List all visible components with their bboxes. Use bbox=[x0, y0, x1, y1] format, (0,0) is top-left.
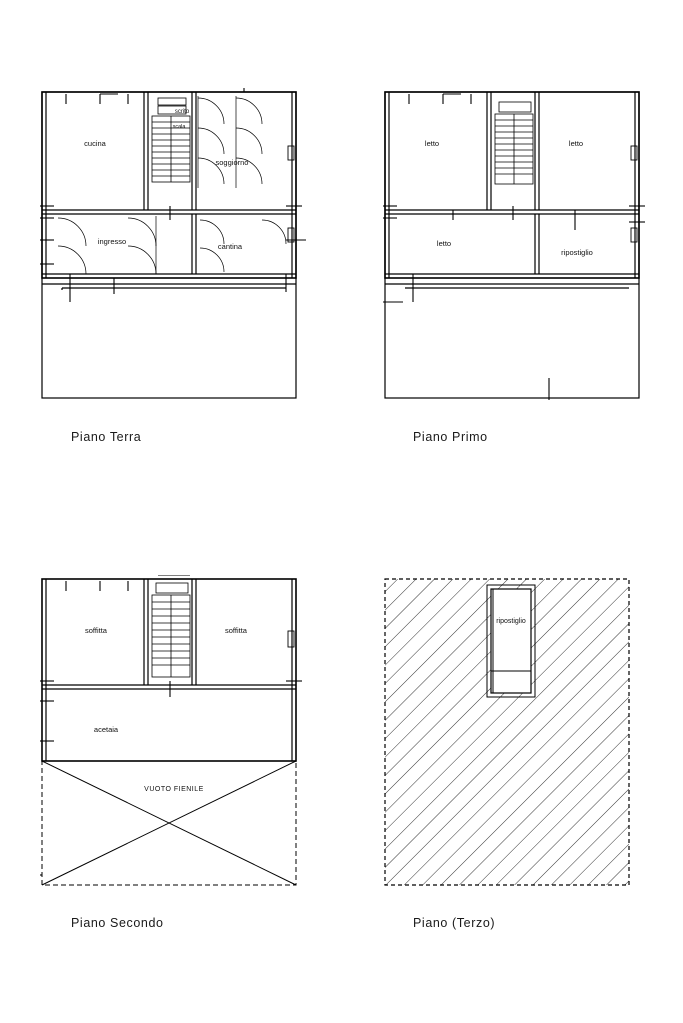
plan-piano-terzo bbox=[383, 575, 633, 890]
vuoto-fienile-void bbox=[42, 761, 296, 885]
room-label: cucina bbox=[84, 139, 106, 148]
caption-piano-terra: Piano Terra bbox=[71, 430, 142, 444]
room-label: ingresso bbox=[97, 237, 127, 246]
door-arcs-soggiorno bbox=[198, 96, 262, 188]
openings-piano-terra bbox=[40, 88, 306, 302]
room-label: scrito bbox=[174, 109, 190, 115]
plan-piano-terra bbox=[40, 88, 306, 400]
plan-piano-secondo bbox=[40, 575, 306, 890]
room-label: soffitta bbox=[225, 626, 247, 635]
stair-piano-primo bbox=[495, 102, 533, 184]
room-label: ripostiglio bbox=[561, 248, 593, 257]
plan-drawing-piano-primo bbox=[383, 88, 649, 400]
room-label: letto bbox=[424, 139, 440, 148]
room-label: letto bbox=[568, 139, 584, 148]
caption-piano-secondo: Piano Secondo bbox=[71, 916, 164, 930]
plan-drawing-piano-terra bbox=[40, 88, 306, 400]
plan-piano-primo bbox=[383, 88, 649, 400]
room-label: ripostiglio bbox=[496, 618, 526, 625]
room-label: soffitta bbox=[85, 626, 107, 635]
room-label: acetaia bbox=[93, 725, 119, 734]
stair-piano-secondo bbox=[152, 583, 190, 677]
room-label: scala bbox=[172, 124, 186, 130]
plan-drawing-piano-terzo bbox=[383, 575, 633, 890]
plan-drawing-piano-secondo bbox=[40, 575, 306, 890]
room-label: cantina bbox=[217, 242, 243, 251]
room-label: letto bbox=[436, 239, 452, 248]
door-arcs-cantina bbox=[200, 220, 286, 272]
room-label: soggiorno bbox=[215, 158, 249, 167]
room-label: VUOTO FIENILE bbox=[144, 786, 204, 793]
caption-piano-primo: Piano Primo bbox=[413, 430, 488, 444]
ripostiglio-room bbox=[491, 589, 531, 693]
caption-piano-terzo: Piano (Terzo) bbox=[413, 916, 496, 930]
